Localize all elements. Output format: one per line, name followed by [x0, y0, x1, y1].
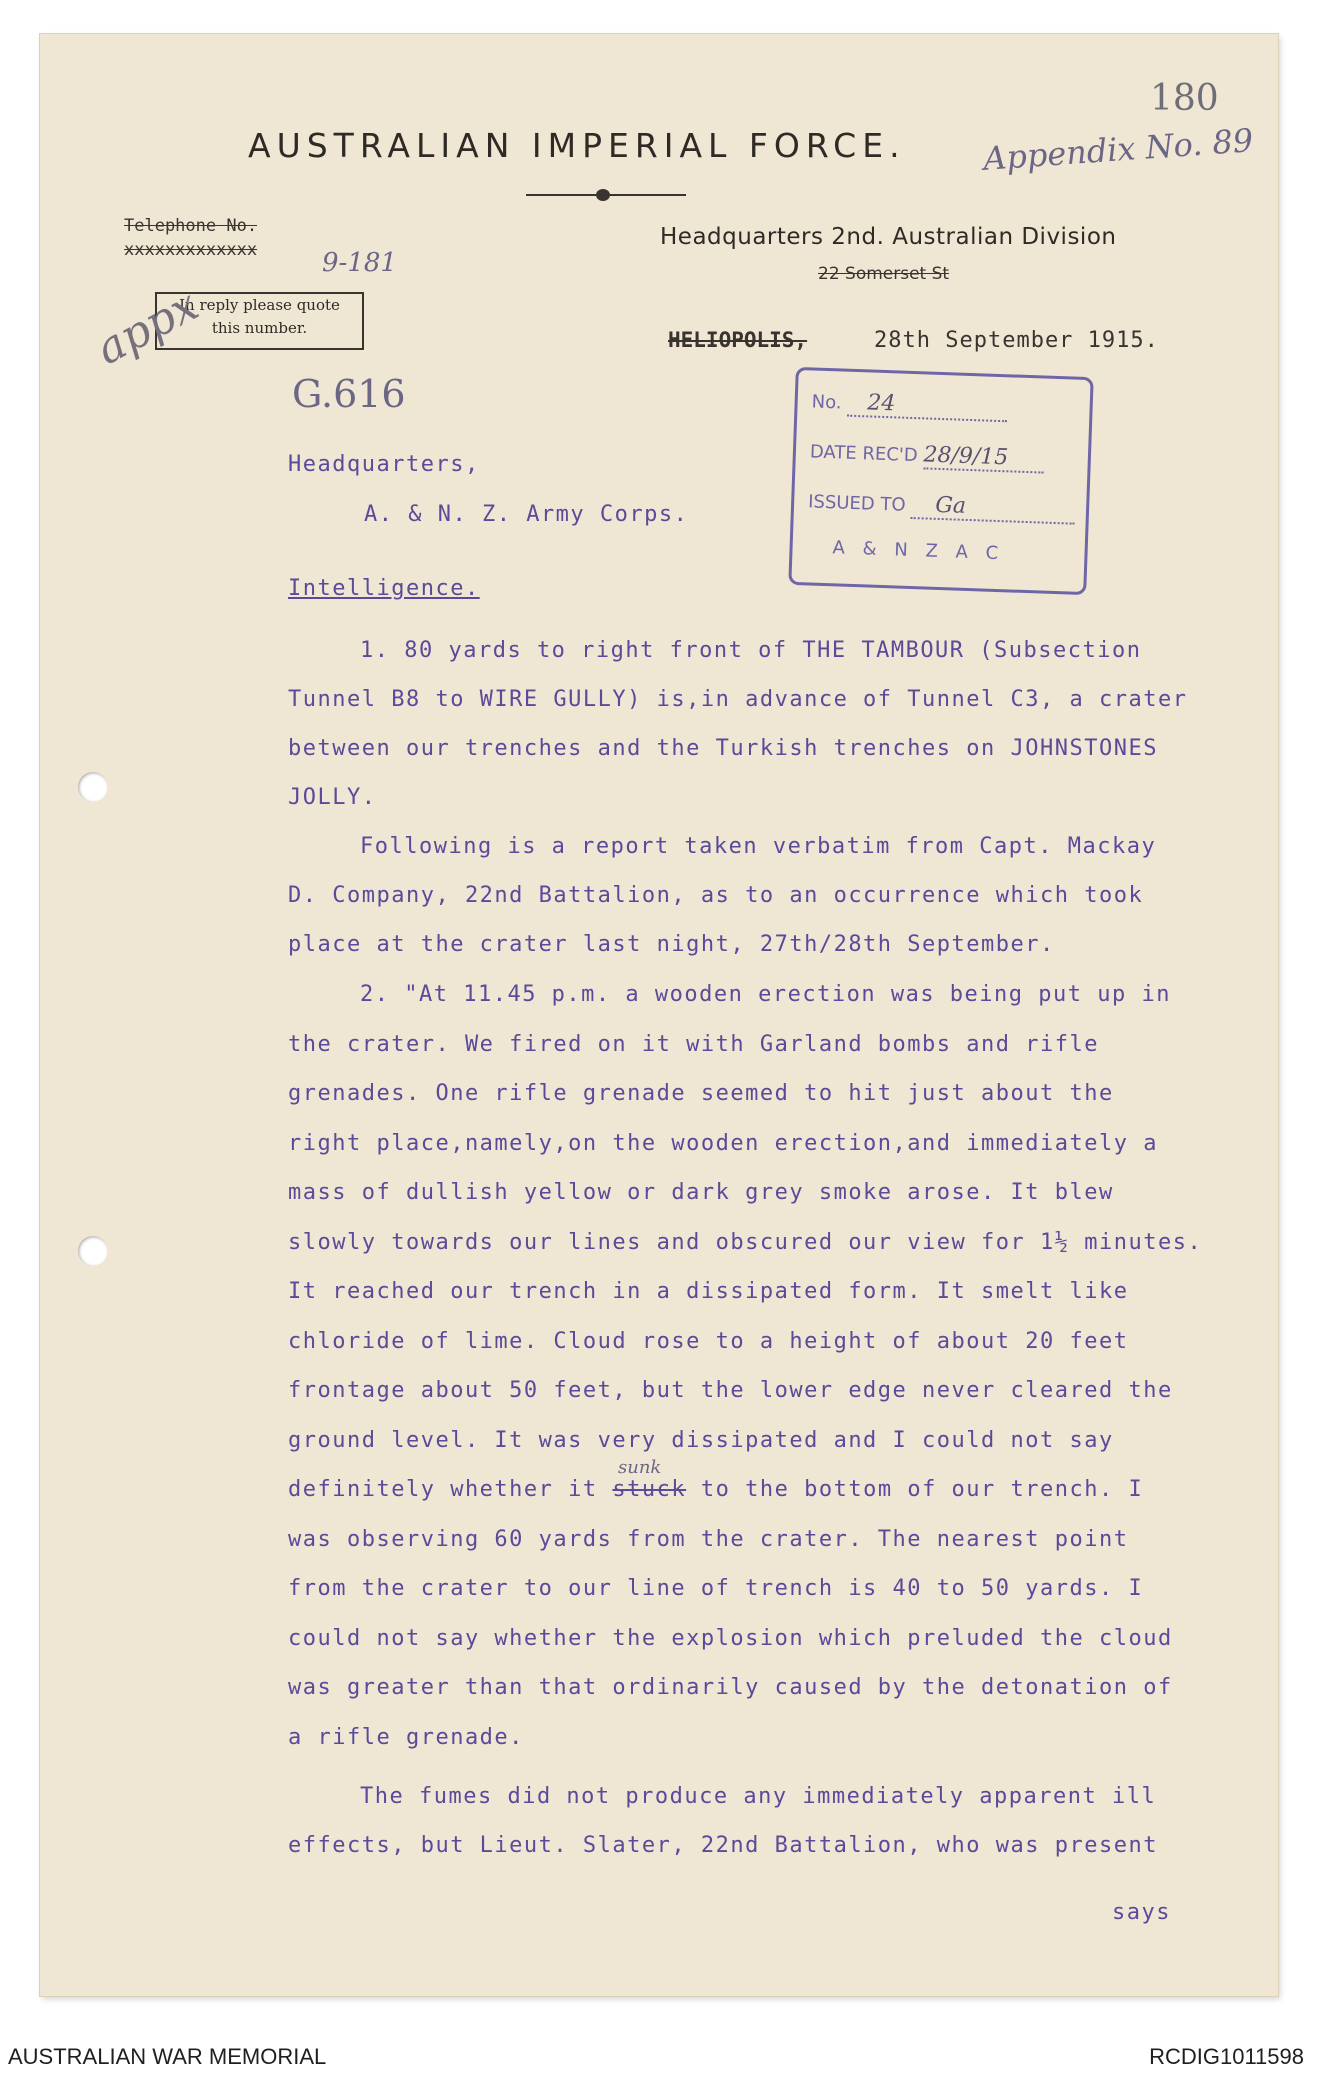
handwritten-initials: appx [88, 279, 207, 376]
address-struck: 22 Somerset St [818, 264, 950, 284]
text-fragment: to the bottom of our trench. I [686, 1477, 1144, 1502]
struck-word: stuck [612, 1477, 687, 1502]
struck-line: xxxxxxxxxxxxx [124, 240, 258, 260]
catchword: says [1112, 1900, 1171, 1925]
text-line: Tunnel B8 to WIRE GULLY) is,in advance of Tunnel C3, a crater [288, 687, 1188, 712]
text-line: D. Company, 22nd Battalion, as to an occurrence which took [288, 883, 1144, 908]
text-line: between our trenches and the Turkish trenches on JOHNSTONES [288, 736, 1158, 761]
text-line: ground level. It was very dissipated and I could not say [288, 1427, 1114, 1453]
handwritten-correction: sunk [618, 1457, 662, 1478]
text-line: frontage about 50 feet, but the lower edge never cleared the [288, 1378, 1173, 1403]
text-line: was greater than that ordinarily caused by the detonation of [288, 1675, 1173, 1700]
appendix-annotation: Appendix No. 89 [982, 121, 1255, 178]
ornament-rule [596, 189, 610, 201]
archive-footer [0, 2034, 1318, 2082]
text-line: could not say whether the explosion which preluded the cloud [288, 1625, 1173, 1651]
quote-line: this number. [211, 319, 308, 337]
text-line: JOLLY. [288, 785, 377, 810]
stamp-date-label: DATE REC'D [809, 441, 919, 467]
text-line: 2. "At 11.45 p.m. a wooden erection was being put up in [360, 982, 1171, 1007]
received-stamp [788, 367, 1093, 595]
address-line: A. & N. Z. Army Corps. [364, 502, 689, 527]
punch-hole [78, 1236, 108, 1266]
paragraph-3 [288, 970, 1202, 1762]
headquarters-line: Headquarters 2nd. Australian Division [660, 224, 1117, 250]
punch-hole [78, 772, 108, 802]
text-line: The fumes did not produce any immediately apparent ill [360, 1784, 1157, 1809]
stamp-issued-label: ISSUED TO [807, 491, 906, 516]
text-line: It reached our trench in a dissipated form. It smelt like [288, 1279, 1129, 1304]
section-heading: Intelligence. [288, 576, 480, 601]
paragraph-1 [288, 626, 1187, 822]
file-number: G.616 [292, 372, 406, 416]
stamp-issued-value: Ga [911, 492, 1076, 525]
page-number: 180 [1150, 78, 1219, 119]
text-line: a rifle grenade. [288, 1724, 524, 1750]
text-line: was observing 60 yards from the crater. The nearest point [288, 1526, 1129, 1552]
text-line: mass of dullish yellow or dark grey smoke arose. It blew [288, 1180, 1114, 1205]
stamp-no-value: 24 [847, 390, 1008, 423]
paragraph-2 [288, 822, 1156, 969]
letterhead-title: AUSTRALIAN IMPERIAL FORCE. [248, 126, 906, 165]
stamp-date-value: 28/9/15 [923, 442, 1044, 473]
place-struck: HELIOPOLIS, [668, 328, 808, 352]
text-line-correction [288, 1457, 1202, 1515]
stamp-no-label: No. [811, 391, 842, 414]
quote-line: In reply please quote [179, 296, 340, 314]
text-line: grenades. One rifle grenade seemed to hit just about the [288, 1081, 1114, 1106]
stamp-organisation: A & N Z A C [832, 537, 1005, 565]
footer-institution: AUSTRALIAN WAR MEMORIAL [8, 2044, 327, 2069]
text-line: the crater. We fired on it with Garland bombs and rifle [288, 1031, 1099, 1057]
reference-handwritten: 9-181 [322, 248, 397, 278]
text-line: chloride of lime. Cloud rose to a height of about 20 feet [288, 1328, 1129, 1354]
text-line: right place,namely,on the wooden erection,and immediately a [288, 1130, 1158, 1156]
text-line: place at the crater last night, 27th/28th September. [288, 932, 1055, 957]
text-line: Following is a report taken verbatim from Capt. Mackay [360, 834, 1157, 859]
telephone-struck: Telephone No. [124, 216, 258, 236]
text-fragment: definitely whether it [288, 1477, 613, 1502]
letter-date: 28th September 1915. [874, 328, 1159, 353]
text-line: slowly towards our lines and obscured our view for 1½ minutes. [288, 1229, 1203, 1255]
address-line: Headquarters, [288, 452, 480, 477]
paragraph-4 [288, 1772, 1158, 1870]
text-line: effects, but Lieut. Slater, 22nd Battalion, who was present [288, 1833, 1158, 1858]
footer-identifier: RCDIG1011598 [1149, 2044, 1304, 2069]
text-line: 1. 80 yards to right front of THE TAMBOUR (Subsection [360, 638, 1142, 663]
text-line: from the crater to our line of trench is 40 to 50 yards. I [288, 1576, 1144, 1601]
